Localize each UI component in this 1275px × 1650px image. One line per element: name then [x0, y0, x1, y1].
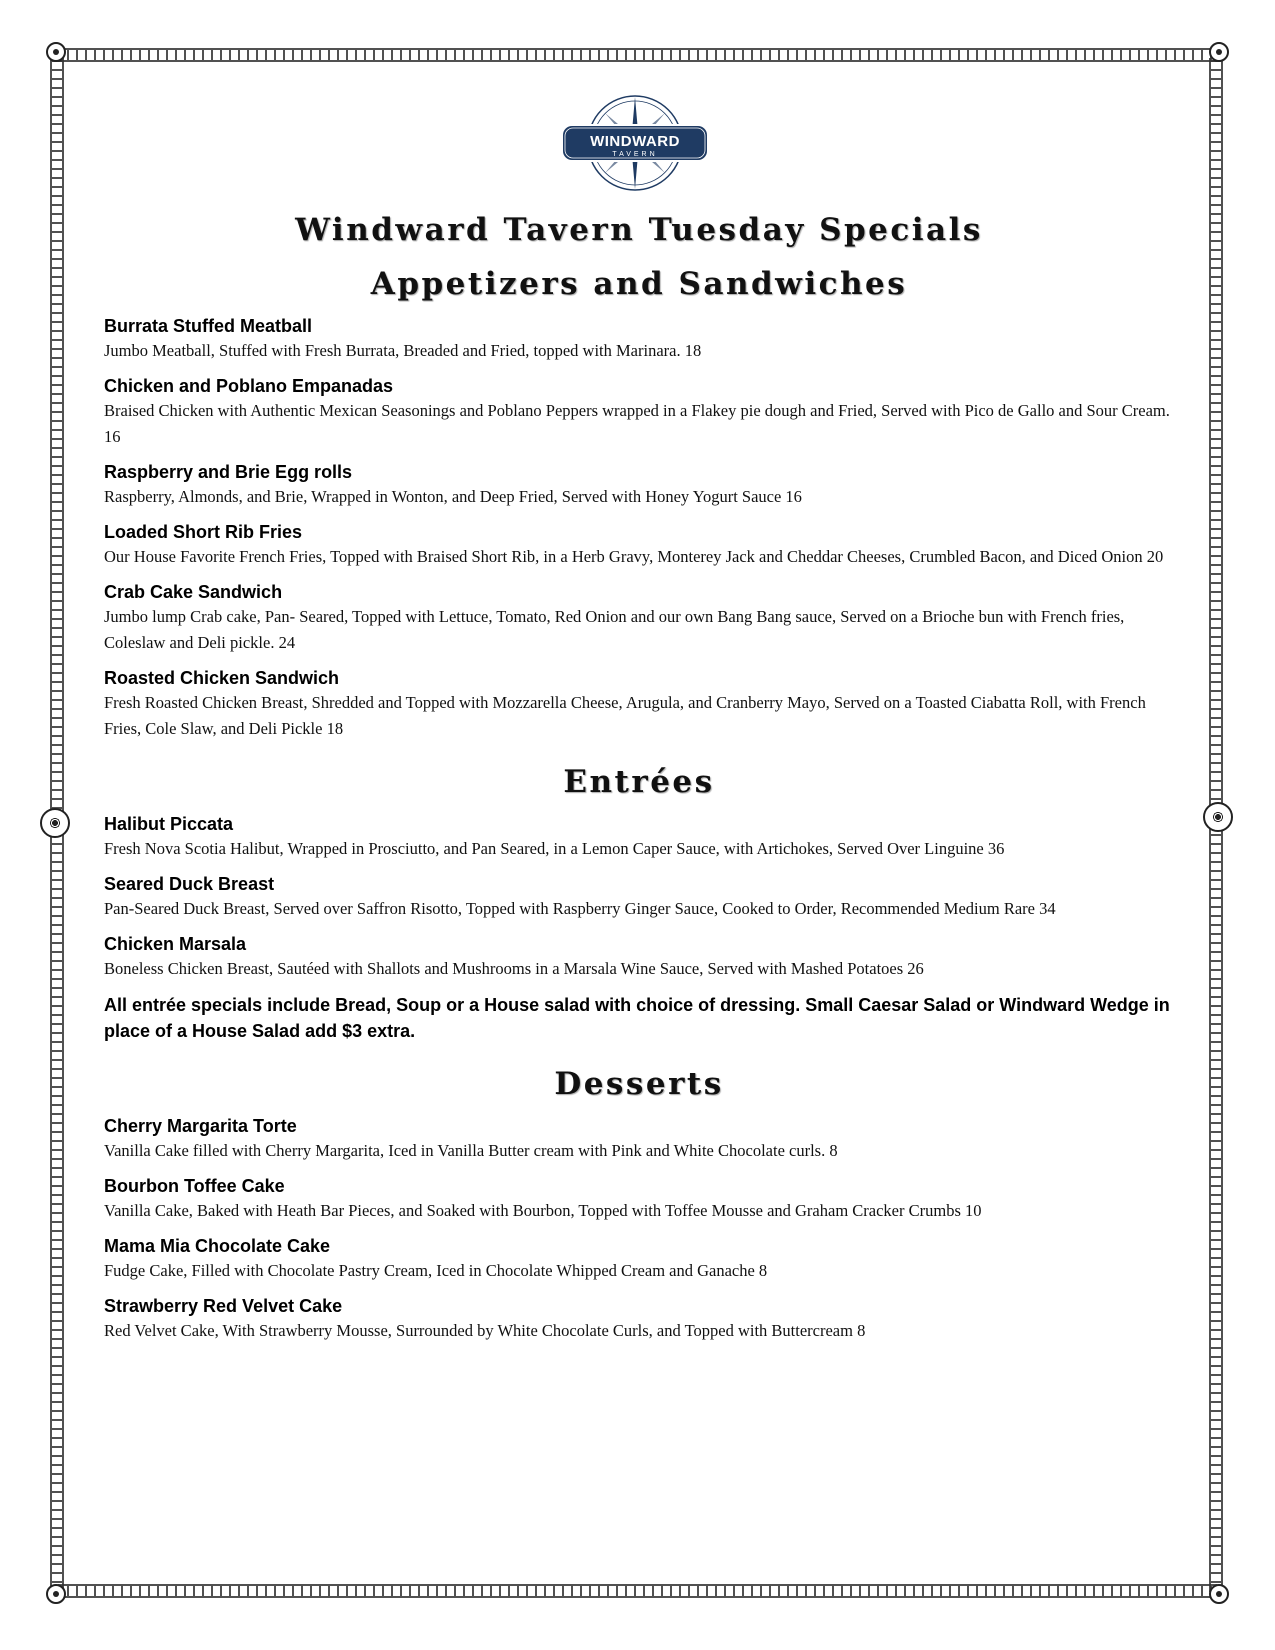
item-description: Fresh Roasted Chicken Breast, Shredded and Topped with Mozzarella Cheese, Arugula, and Cranberry Mayo, Served on a Toasted Ciabatta Roll, with French Fries, Cole Slaw, and Deli Pickle 18: [104, 693, 1146, 738]
menu-item: [104, 314, 1174, 364]
frame-border-bottom: [58, 1584, 1217, 1598]
compass-rose-icon: [560, 93, 710, 193]
menu-item: [104, 374, 1174, 450]
section-title: Appetizers and Sandwiches: [370, 266, 908, 302]
item-name: Cherry Margarita Torte: [104, 1116, 297, 1136]
item-name: Chicken Marsala: [104, 934, 247, 954]
item-name: Roasted Chicken Sandwich: [104, 668, 340, 688]
item-name: Burrata Stuffed Meatball: [104, 316, 313, 336]
item-name: Halibut Piccata: [104, 814, 234, 834]
menu-item: [104, 932, 1174, 982]
menu-item: [104, 520, 1174, 570]
menu-item: [104, 872, 1174, 922]
item-name: Strawberry Red Velvet Cake: [104, 1296, 343, 1316]
sun-medallion-icon: [40, 808, 70, 838]
menu-item: [104, 580, 1174, 656]
item-description: Pan-Seared Duck Breast, Served over Saffron Risotto, Topped with Raspberry Ginger Sauce, Cooked to Order, Recommended Medium Rare 34: [104, 899, 1056, 918]
item-description: Our House Favorite French Fries, Topped with Braised Short Rib, in a Herb Gravy, Monterey Jack and Cheddar Cheeses, Crumbled Bacon, and Diced Onion 20: [104, 547, 1164, 566]
section-title: Entrées: [563, 764, 715, 800]
item-name: Raspberry and Brie Egg rolls: [104, 462, 353, 482]
item-description: Jumbo lump Crab cake, Pan- Seared, Topped with Lettuce, Tomato, Red Onion and our own Bang Bang sauce, Served on a Brioche bun with French fries, Coleslaw and Deli pickle. 24: [104, 607, 1125, 652]
menu-item: [104, 666, 1174, 742]
menu-item: [104, 1234, 1174, 1284]
menu-item: [104, 1294, 1174, 1344]
knot-corner-icon: [1209, 42, 1229, 62]
logo-sub: TAVERN: [612, 151, 658, 158]
item-description: Vanilla Cake, Baked with Heath Bar Pieces, and Soaked with Bourbon, Topped with Toffee Mousse and Graham Cracker Crumbs 10: [104, 1201, 982, 1220]
item-name: Bourbon Toffee Cake: [104, 1176, 285, 1196]
entree-note: All entrée specials include Bread, Soup or a House salad with choice of dressing. Small Caesar Salad or Windward Wedge in place of a House Salad add $3 extra.: [104, 995, 1170, 1041]
item-name: Crab Cake Sandwich: [104, 582, 283, 602]
knot-corner-icon: [46, 1584, 66, 1604]
menu-item: [104, 1114, 1174, 1164]
section-title: Desserts: [554, 1066, 724, 1102]
knot-corner-icon: [1209, 1584, 1229, 1604]
menu-item: [104, 812, 1174, 862]
knot-corner-icon: [46, 42, 66, 62]
item-description: Boneless Chicken Breast, Sautéed with Shallots and Mushrooms in a Marsala Wine Sauce, Served with Mashed Potatoes 26: [104, 959, 924, 978]
item-description: Red Velvet Cake, With Strawberry Mousse, Surrounded by White Chocolate Curls, and Topped with Buttercream 8: [104, 1321, 866, 1340]
item-description: Braised Chicken with Authentic Mexican Seasonings and Poblano Peppers wrapped in a Flakey pie dough and Fried, Served with Pico de Gallo and Sour Cream. 16: [104, 401, 1170, 446]
section-entrees: [104, 764, 1174, 1044]
section-desserts: [104, 1066, 1174, 1344]
menu-content: [104, 212, 1174, 1366]
logo-brand: WINDWARD: [590, 133, 680, 150]
menu-item: [104, 1174, 1174, 1224]
frame-border-top: [58, 48, 1217, 62]
item-name: Seared Duck Breast: [104, 874, 275, 894]
item-name: Loaded Short Rib Fries: [104, 522, 303, 542]
sun-medallion-icon: [1203, 802, 1233, 832]
item-description: Raspberry, Almonds, and Brie, Wrapped in Wonton, and Deep Fried, Served with Honey Yogurt Sauce 16: [104, 487, 802, 506]
item-name: Mama Mia Chocolate Cake: [104, 1236, 331, 1256]
item-description: Jumbo Meatball, Stuffed with Fresh Burrata, Breaded and Fried, topped with Marinara. 18: [104, 341, 702, 360]
item-description: Fudge Cake, Filled with Chocolate Pastry Cream, Iced in Chocolate Whipped Cream and Ganache 8: [104, 1261, 768, 1280]
item-description: Vanilla Cake filled with Cherry Margarita, Iced in Vanilla Butter cream with Pink and White Chocolate curls. 8: [104, 1141, 838, 1160]
menu-item: [104, 460, 1174, 510]
item-description: Fresh Nova Scotia Halibut, Wrapped in Prosciutto, and Pan Seared, in a Lemon Caper Sauce, with Artichokes, Served Over Linguine 36: [104, 839, 1005, 858]
item-name: Chicken and Poblano Empanadas: [104, 376, 394, 396]
section-appetizers: [104, 266, 1174, 742]
page-title: Windward Tavern Tuesday Specials: [295, 212, 983, 248]
